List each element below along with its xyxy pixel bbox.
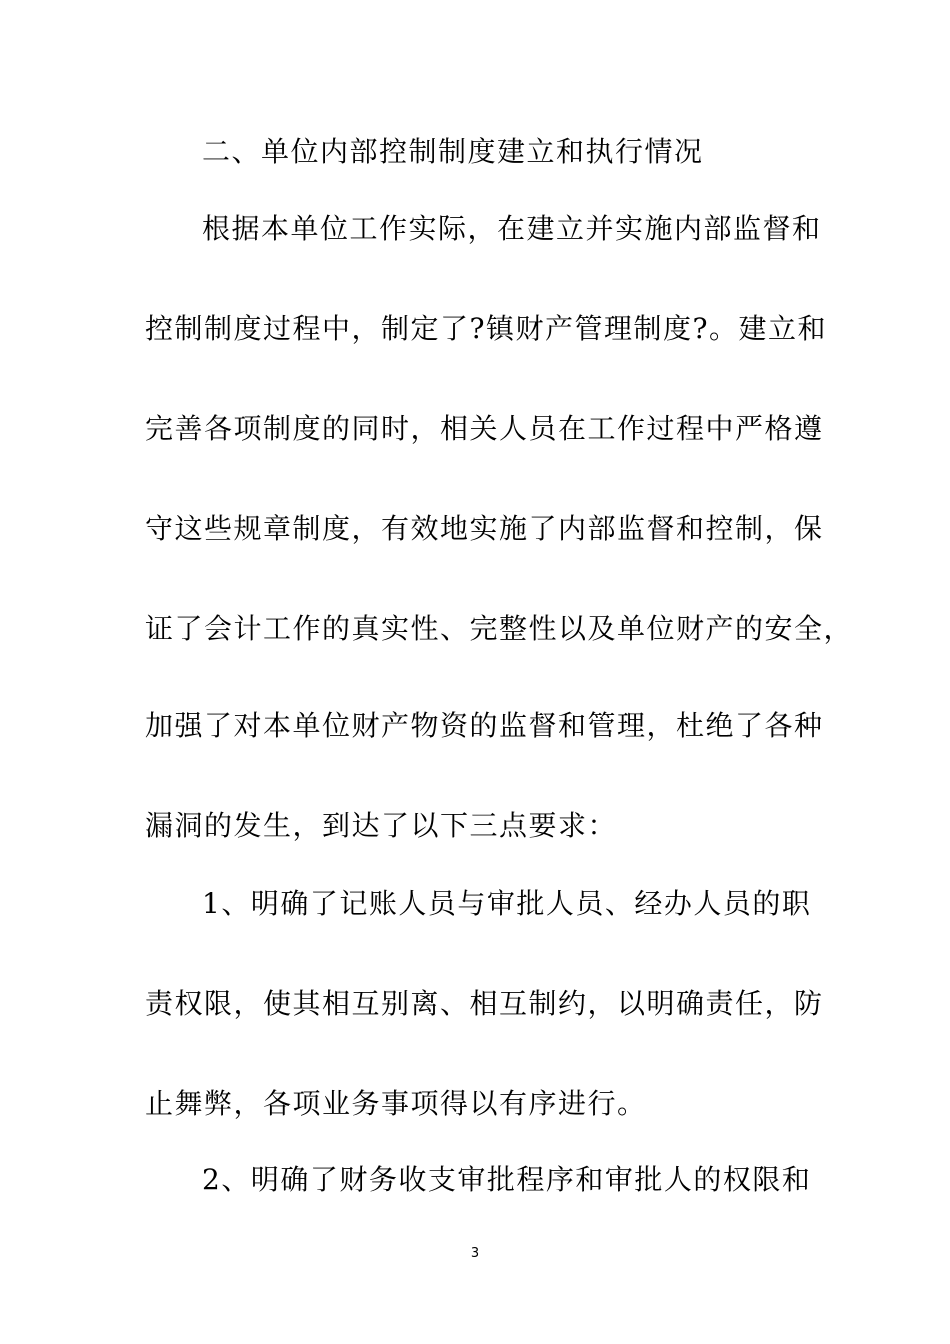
paragraph-line: 守这些规章制度，有效地实施了内部监督和控制，保 <box>145 512 824 545</box>
page-number: 3 <box>470 1246 480 1261</box>
list-item-2-line: 2、明确了财务收支审批程序和审批人的权限和 <box>202 1163 812 1196</box>
paragraph-line: 完善各项制度的同时，相关人员在工作过程中严格遵 <box>145 412 824 445</box>
paragraph-line: 加强了对本单位财产物资的监督和管理，杜绝了各种 <box>145 709 824 742</box>
paragraph-line: 责权限，使其相互别离、相互制约，以明确责任，防 <box>145 987 824 1020</box>
list-item-1-line: 1、明确了记账人员与审批人员、经办人员的职 <box>202 887 812 920</box>
paragraph-line: 根据本单位工作实际，在建立并实施内部监督和 <box>202 212 822 245</box>
paragraph-line: 漏洞的发生，到达了以下三点要求： <box>145 809 618 842</box>
paragraph-line: 控制制度过程中，制定了?镇财产管理制度?。建立和 <box>145 312 828 345</box>
section-heading: 二、单位内部控制制度建立和执行情况 <box>202 135 704 168</box>
paragraph-line: 证了会计工作的真实性、完整性以及单位财产的安全， <box>145 612 854 645</box>
paragraph-line: 止舞弊，各项业务事项得以有序进行。 <box>145 1087 647 1120</box>
